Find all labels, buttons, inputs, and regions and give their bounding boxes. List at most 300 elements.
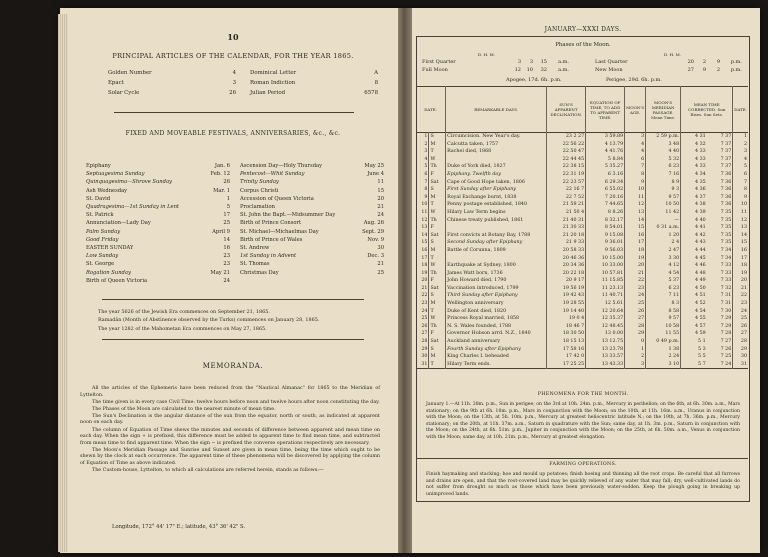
sun-sets: 7 29 — [720, 316, 732, 322]
remarkable-day: Cape of Good Hope taken, 1806 — [446, 179, 547, 187]
festival-name: Septuagesima Sunday — [86, 171, 145, 178]
ephemeris-row — [416, 285, 748, 293]
calendar-title: PRINCIPAL ARTICLES OF THE CALENDAR, FOR THE YEAR 1865. — [112, 52, 354, 60]
memoranda-text — [80, 386, 380, 475]
sun-rises: 4 52 — [681, 300, 707, 308]
festival-row — [86, 178, 384, 186]
ephemeris-row — [416, 255, 748, 263]
day-number-right: 15 — [733, 239, 748, 247]
ephemeris-row — [416, 247, 748, 255]
article-value: A — [374, 70, 378, 76]
weekday: W — [429, 315, 446, 323]
era-note: The year 1282 of the Mahometan Era commences on May 27, 1865. — [98, 325, 267, 332]
remarkable-day: Princess Royal married, 1858 — [446, 315, 547, 323]
festival-name: St. Michael—Michaelmas Day — [240, 228, 319, 235]
remarkable-day: Third Sunday after Epiphany — [446, 292, 547, 300]
phases-title: Phases of the Moon. — [555, 42, 611, 48]
festival-name: Low Sunday — [86, 253, 119, 260]
festival-cell — [240, 277, 384, 285]
ephemeris-table — [416, 86, 748, 369]
equation-of-time: 9 36.01 — [586, 239, 625, 247]
day-number: 6 — [424, 171, 428, 177]
ephemeris-row — [416, 262, 748, 270]
sun-declination: 23 2 27 — [547, 133, 586, 141]
sun-rises: 4 33 — [681, 163, 707, 171]
moon-age: 17 — [625, 239, 646, 247]
moon-age: 13 — [625, 209, 646, 217]
moon-age: 20 — [625, 262, 646, 270]
remarkable-day: Hilary Law Term begins — [446, 209, 547, 217]
ephemeris-row — [416, 300, 748, 308]
sun-sets: 7 31 — [720, 301, 732, 307]
phase-hour: 9 — [702, 67, 706, 73]
weekday: Sat — [429, 285, 446, 293]
festival-name: Ash Wednesday — [86, 187, 128, 194]
remarkable-day: Calcutta taken, 1757 — [446, 141, 547, 149]
col-date: DATE. — [424, 107, 437, 112]
sun-sets: 7 26 — [720, 346, 732, 352]
sun-sets: 7 35 — [720, 232, 732, 238]
phase-ampm: a.m. — [558, 67, 569, 73]
day-number-right: 6 — [733, 171, 748, 179]
sun-sets: 7 35 — [720, 217, 732, 223]
festival-name: Pentecost—Whit Sunday — [240, 171, 305, 178]
sun-sets: 7 29 — [720, 323, 732, 329]
day-number-right: 29 — [733, 346, 748, 354]
festival-date: 20 — [377, 195, 384, 202]
weekday: S — [429, 292, 446, 300]
meridian-passage: 2 59 p.m. — [646, 133, 681, 141]
day-number: 20 — [421, 278, 428, 284]
article-cell — [108, 78, 236, 88]
article-value: 4 — [232, 70, 236, 76]
memo-paragraph: The Phases of the Moon are calculated to the nearest minute of mean time. — [92, 406, 276, 412]
festival-name: Epiphany — [86, 163, 111, 169]
sun-rises: 5 5 — [681, 353, 707, 361]
remarkable-day: John Howard died, 1790 — [446, 277, 547, 285]
weekday: T — [429, 201, 446, 209]
sun-declination: 22 50 47 — [547, 148, 586, 156]
day-number: 24 — [421, 308, 428, 314]
festival-cell — [240, 162, 384, 170]
farming-text: Finish haymaking and stacking; hoe and mould up potatoes; finish hoeing and thinning all the root crops. Be careful that all furrows and drains are open, and that the root-covered land may be quickly relieved of any water that may fall; dry, well-cultivated lands do not suffer from drought so much as those which have been previously water-sodden. Keep the plough going in breaking up unimproved lands. — [426, 472, 740, 497]
sun-sets: 7 34 — [720, 255, 732, 261]
day-number: 8 — [424, 187, 428, 193]
meridian-passage: 4 54 — [646, 270, 681, 278]
equation-of-time: 10 33.00 — [586, 262, 625, 270]
festival-cell — [240, 211, 384, 219]
festival-date: 24 — [223, 277, 230, 284]
ephemeris-row — [416, 338, 748, 346]
day-number-right: 30 — [733, 353, 748, 361]
sun-sets: 7 37 — [720, 141, 732, 147]
festival-row — [86, 228, 384, 236]
festival-date: April 9 — [212, 228, 230, 235]
remarkable-day: Second Sunday after Epiphany — [446, 239, 547, 247]
weekday: W — [429, 209, 446, 217]
day-number: 23 — [421, 301, 428, 307]
meridian-passage: 0 31 a.m. — [646, 224, 681, 232]
festival-date: 5 — [226, 204, 230, 211]
meridian-passage: 6 23 — [646, 163, 681, 171]
equation-of-time: 8 8.26 — [586, 209, 625, 217]
remarkable-day: Duke of York died, 1827 — [446, 163, 547, 171]
phase-cell — [595, 66, 742, 74]
sun-sets: 7 36 — [720, 187, 732, 193]
festival-cell — [240, 269, 384, 277]
sun-rises: 4 33 — [681, 156, 707, 164]
article-label: Julian Period — [250, 90, 286, 96]
calendar-articles — [108, 68, 378, 98]
meridian-passage: 2 47 — [646, 247, 681, 255]
ephemeris-row — [416, 141, 748, 149]
day-number: 29 — [421, 346, 428, 352]
equation-of-time: 4 41.76 — [586, 148, 625, 156]
equation-of-time: 3 59.89 — [586, 133, 625, 141]
weekday: Th — [429, 163, 446, 171]
phase-hour: 10 — [526, 67, 533, 73]
remarkable-day: Battle of Corunna, 1809 — [446, 247, 547, 255]
article-cell — [108, 88, 236, 98]
remarkable-day: Governor Hobson arrd. N.Z., 1840 — [446, 330, 547, 338]
remarkable-day: Rachel died, 1868 — [446, 148, 547, 156]
festival-name: Quadragesima—1st Sunday in Lent — [86, 204, 180, 211]
phase-row — [422, 58, 742, 66]
sun-declination: 22 23 57 — [547, 179, 586, 187]
meridian-passage: 11 55 — [646, 330, 681, 338]
day-number: 9 — [424, 194, 428, 200]
equation-of-time: 13 23.78 — [586, 346, 625, 354]
divider — [102, 299, 364, 300]
weekday: T — [429, 361, 446, 369]
day-number: 10 — [421, 202, 428, 208]
ephemeris-row — [416, 270, 748, 278]
weekday: M — [429, 300, 446, 308]
day-number: 26 — [421, 323, 428, 329]
farming-title: FARMING OPERATIONS. — [549, 462, 617, 467]
sun-rises: 4 49 — [681, 277, 707, 285]
equation-of-time: 11 23.13 — [586, 285, 625, 293]
day-number: 21 — [421, 285, 428, 291]
festival-cell — [240, 187, 384, 195]
weekday: S — [429, 346, 446, 354]
moon-age: 29 — [625, 330, 646, 338]
sun-rises: 4 41 — [681, 224, 707, 232]
festival-date: 16 — [223, 245, 230, 252]
sun-rises: 4 31 — [681, 133, 707, 141]
article-label: Epact — [108, 80, 124, 86]
festival-cell — [86, 219, 230, 227]
moon-age: 23 — [625, 285, 646, 293]
moon-age: 1 — [625, 346, 646, 354]
festival-row — [86, 219, 384, 227]
col-declination: SUN'S APPARENT DECLINATION. — [547, 87, 586, 133]
moon-age: 15 — [625, 224, 646, 232]
moon-age: 14 — [625, 217, 646, 225]
festival-row — [86, 236, 384, 244]
sun-declination: 17 25 25 — [547, 361, 586, 369]
remarkable-day: Fourth Sunday after Epiphany — [446, 346, 547, 354]
phase-minute: 2 — [716, 67, 720, 73]
day-number-right: 22 — [733, 292, 748, 300]
phase-hour: 3 — [529, 59, 533, 65]
day-number-right: 18 — [733, 262, 748, 270]
festival-cell — [240, 195, 384, 203]
day-number-right: 14 — [733, 232, 748, 240]
article-label: Dominical Letter — [250, 70, 297, 76]
ephemeris-row — [416, 277, 748, 285]
equation-of-time: 13 33.57 — [586, 353, 625, 361]
festival-date: 25 — [377, 269, 384, 276]
festival-name: Palm Sunday — [86, 228, 121, 235]
day-number-right: 24 — [733, 308, 748, 316]
equation-of-time: 10 15.00 — [586, 255, 625, 263]
sun-sets: 7 35 — [720, 225, 732, 231]
sun-rises: 4 48 — [681, 270, 707, 278]
remarkable-day: First convicts at Botany Bay, 1788 — [446, 232, 547, 240]
festival-cell — [86, 277, 230, 285]
festival-cell — [240, 260, 384, 268]
meridian-passage: 1 38 — [646, 346, 681, 354]
ephemeris-row — [416, 148, 748, 156]
moon-age: 6 — [625, 156, 646, 164]
col-equation: EQUATION OF TIME, TO ADD TO APPARENT TIME. — [586, 87, 625, 133]
meridian-passage: 3 30 — [646, 255, 681, 263]
moon-age: 0 — [625, 338, 646, 346]
phase-day: 20 — [687, 59, 694, 65]
sun-rises: 4 39 — [681, 209, 707, 217]
equation-of-time: 13 12.75 — [586, 338, 625, 346]
weekday: M — [429, 247, 446, 255]
sun-declination: 20 58 33 — [547, 247, 586, 255]
festival-cell — [240, 219, 384, 227]
memo-paragraph: The column of Equation of Time shews the minutes and seconds of difference between apparent and mean time on each day. When the sign + is prefixed, this difference must be added to apparent time to find mean time, and subtracted from mean time to find apparent time. When the sign − is prefixed the converse operations respectively are necessary. — [80, 427, 380, 446]
col-sun-times: MEAN TIME CORRECTED. Sun Rises. Sun Sets. — [681, 87, 733, 133]
moon-age: 24 — [625, 292, 646, 300]
festival-name: Rogation Sunday — [86, 269, 131, 276]
weekday: F — [429, 171, 446, 179]
festival-date: Jan. 6 — [214, 163, 230, 169]
festival-date: 23 — [223, 253, 230, 260]
sun-sets: 7 30 — [720, 308, 732, 314]
moon-age: 28 — [625, 323, 646, 331]
moon-age: 10 — [625, 186, 646, 194]
sun-declination: 22 38 15 — [547, 163, 586, 171]
phase-cell — [422, 66, 569, 74]
right-page — [416, 12, 750, 547]
day-number-right: 12 — [733, 217, 748, 225]
meridian-passage: 2 24 — [646, 353, 681, 361]
ephemeris-row — [416, 179, 748, 187]
day-number-right: 7 — [733, 179, 748, 187]
festival-name: Good Friday — [86, 236, 119, 243]
festival-cell — [86, 178, 230, 186]
moon-age: 7 — [625, 163, 646, 171]
phase-label: First Quarter — [422, 59, 456, 65]
weekday: Th — [429, 217, 446, 225]
ephemeris-row — [416, 232, 748, 240]
moon-age: 12 — [625, 201, 646, 209]
meridian-passage: 9 57 — [646, 194, 681, 202]
festival-cell — [86, 203, 230, 211]
article-cell — [250, 88, 378, 98]
festival-name: Annunciation—Lady Day — [86, 220, 151, 227]
sun-rises: 4 38 — [681, 201, 707, 209]
weekday: T — [429, 308, 446, 316]
sun-declination: 21 9 33 — [547, 239, 586, 247]
meridian-passage: 10 50 — [646, 201, 681, 209]
festival-date: 1 — [226, 195, 230, 202]
festival-cell — [240, 236, 384, 244]
sun-rises: 4 44 — [681, 247, 707, 255]
sun-declination: 19 28 55 — [547, 300, 586, 308]
ephemeris-row — [416, 156, 748, 164]
sun-sets: 7 37 — [720, 156, 732, 162]
equation-of-time: 4 13.79 — [586, 141, 625, 149]
remarkable-day: Chinese treaty published, 1861 — [446, 217, 547, 225]
sun-rises: 4 32 — [681, 141, 707, 149]
phase-ampm: p.m. — [730, 67, 742, 73]
weekday: T — [429, 255, 446, 263]
day-number-right: 25 — [733, 315, 748, 323]
ephemeris-row — [416, 133, 748, 141]
festival-date: 21 — [377, 204, 384, 211]
day-number: 25 — [421, 316, 428, 322]
sun-rises: 4 57 — [681, 323, 707, 331]
memo-paragraph: The time given is in every case Civil Time: twelve hours before noon and twelve hours after noon constituting the day. — [92, 399, 380, 405]
ephemeris-row — [416, 346, 748, 354]
festival-row — [86, 187, 384, 195]
festival-name: Quinquagesima—Shrove Sunday — [86, 179, 172, 186]
memo-paragraph: The Custom-house, Lyttelton, to which all calculations are referred herein, stands as follows:— — [92, 468, 324, 474]
moon-age: 11 — [625, 194, 646, 202]
phase-cell — [422, 58, 569, 66]
festival-cell — [86, 236, 230, 244]
phase-minute: 9 — [716, 59, 720, 65]
equation-of-time: 9 15.08 — [586, 232, 625, 240]
weekday: Th — [429, 270, 446, 278]
meridian-passage: 6 23 — [646, 285, 681, 293]
sun-sets: 7 33 — [720, 270, 732, 276]
era-note: The year 5626 of the Jewish Era commences on September 21, 1865. — [98, 309, 270, 315]
sun-declination: 19 56 19 — [547, 285, 586, 293]
festivals-list — [86, 162, 384, 285]
day-number-right: 31 — [733, 361, 748, 369]
day-number: 30 — [421, 354, 428, 360]
page-number: 10 — [227, 32, 239, 42]
remarkable-day — [446, 224, 547, 232]
ephemeris-row — [416, 217, 748, 225]
remarkable-day: Auckland anniversary — [446, 338, 547, 346]
festival-date: Sept. 29 — [362, 228, 384, 235]
day-number-right: 5 — [733, 163, 748, 171]
equation-of-time: 9 56.03 — [586, 247, 625, 255]
sun-rises: 5 1 — [681, 338, 707, 346]
moon-age: 16 — [625, 232, 646, 240]
festival-name: St. George — [86, 261, 115, 268]
remarkable-day: N. S. Wales founded, 1788 — [446, 323, 547, 331]
sun-declination: 22 31 19 — [547, 171, 586, 179]
festival-cell — [240, 170, 384, 178]
meridian-passage: 7 16 — [646, 171, 681, 179]
festival-row — [86, 211, 384, 219]
article-row — [108, 78, 378, 88]
phase-minute: 32 — [540, 67, 547, 73]
day-number-right: 2 — [733, 141, 748, 149]
sun-sets: 7 33 — [720, 263, 732, 269]
sun-declination: 18 15 13 — [547, 338, 586, 346]
sun-rises: 5 3 — [681, 346, 707, 354]
day-number: 18 — [421, 263, 428, 269]
phase-ampm: a.m. — [558, 59, 569, 65]
meridian-passage: 8 58 — [646, 308, 681, 316]
festival-row — [86, 244, 384, 252]
festival-row — [86, 170, 384, 178]
day-number-right: 21 — [733, 285, 748, 293]
equation-of-time: 12 35.37 — [586, 315, 625, 323]
festival-cell — [86, 195, 230, 203]
festival-name: Ascension Day—Holy Thursday — [240, 163, 323, 169]
perigee: Perigee, 29d. 6h. p.m. — [606, 77, 662, 83]
meridian-passage: 3 10 — [646, 361, 681, 369]
sun-rises: 4 33 — [681, 148, 707, 156]
weekday: F — [429, 277, 446, 285]
sun-sets: 7 33 — [720, 278, 732, 284]
sun-rises: 4 37 — [681, 194, 707, 202]
era-notes — [98, 308, 388, 333]
moon-age: 8 — [625, 171, 646, 179]
day-number: 19 — [421, 270, 428, 276]
meridian-passage: 9 3 — [646, 186, 681, 194]
equation-of-time: 7 44.65 — [586, 201, 625, 209]
meridian-passage: 4 12 — [646, 262, 681, 270]
sun-rises: 4 46 — [681, 262, 707, 270]
equation-of-time: 6 55.02 — [586, 186, 625, 194]
equation-of-time: 6 3.16 — [586, 171, 625, 179]
festival-cell — [240, 203, 384, 211]
remarkable-day: Hilary Term ends. — [446, 361, 547, 369]
equation-of-time: 7 20.16 — [586, 194, 625, 202]
festival-name: Christmas Day — [240, 269, 279, 276]
col-remarkable-days: REMARKABLE DAYS. — [446, 87, 547, 133]
sun-sets: 7 36 — [720, 194, 732, 200]
day-number-right: 9 — [733, 194, 748, 202]
meridian-passage: 3 48 — [646, 141, 681, 149]
article-value: 8 — [374, 80, 378, 86]
sun-sets: 7 25 — [720, 354, 732, 360]
meridian-passage: 0 49 p.m. — [646, 338, 681, 346]
festival-name: St. John the Bapt.—Midsummer Day — [240, 212, 336, 219]
moon-age: 19 — [625, 255, 646, 263]
col-date-right: DATE. — [733, 87, 748, 133]
ephemeris-row — [416, 308, 748, 316]
day-number-right: 19 — [733, 270, 748, 278]
festival-cell — [86, 170, 230, 178]
day-number: 27 — [421, 331, 428, 337]
festival-name: Corpus Christi — [240, 187, 279, 194]
moon-age: 22 — [625, 277, 646, 285]
festival-cell — [86, 244, 230, 252]
equation-of-time: 11 40.71 — [586, 292, 625, 300]
memo-paragraph: The Moon's Meridian Passage and Sunrise and Sunset are given in mean time, being the time which ought to be shewn by the clock at each occurrence. The apparent time of these phenomena will be discovered by applying the column of Equation of Time as above indicated. — [80, 447, 380, 467]
dhm-header-1: D. H. M. — [478, 52, 496, 57]
festival-date: Dec. 3 — [367, 253, 384, 260]
equation-of-time: 13 43.33 — [586, 361, 625, 369]
remarkable-day: King Charles I. beheaded — [446, 353, 547, 361]
phenomena-title: PHENOMENA FOR THE MONTH. — [537, 392, 629, 397]
article-label: Roman Indiction — [250, 80, 296, 86]
era-note: Ramadân (Month of Abstinence observed by the Turks) commences on January 28, 1865. — [98, 317, 320, 324]
